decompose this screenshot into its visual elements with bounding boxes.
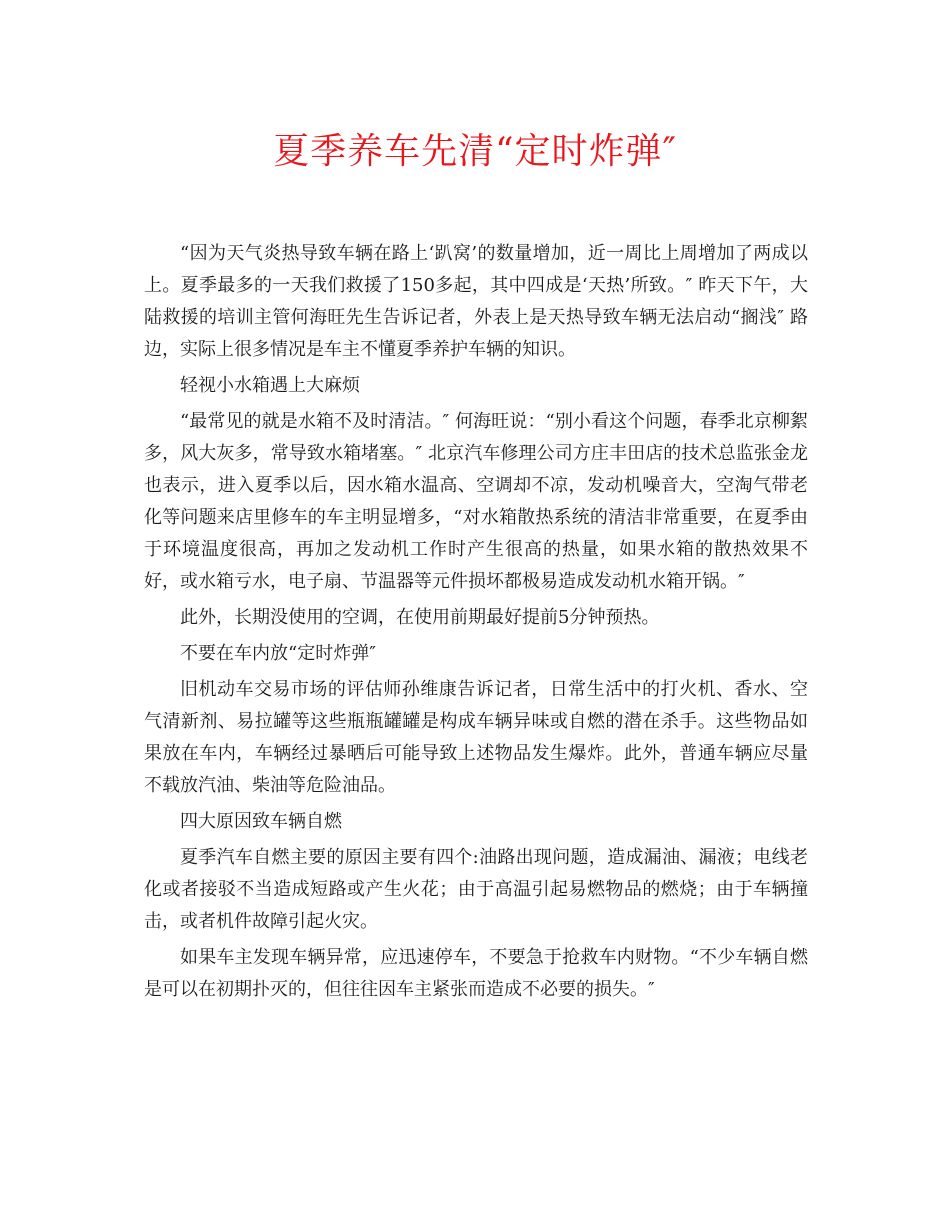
document-title: 夏季养车先清“定时炸弹″ [273, 131, 677, 172]
paragraph-intro: “因为天气炎热导致车辆在路上‘趴窝’的数量增加，近一周比上周增加了两成以上。夏季最多的一天我们救援了150多起，其中四成是‘天热’所致。″ 昨天下午，大陆救援的培训主管何海旺先生告诉记者，外表上是天热导致车辆无法启动“搁浅″ 路边，实际上很多情况是车主不懂夏季养护车辆的知识。 [144, 243, 808, 360]
section-heading-time-bomb: 不要在车内放“定时炸弹″ [180, 643, 376, 664]
section-heading-self-ignition: 四大原因致车辆自燃 [180, 811, 342, 832]
paragraph-advice: 如果车主发现车辆异常，应迅速停车，不要急于抢救车内财物。“不少车辆自燃是可以在初期扑灭的，但往往因车主紧张而造成不必要的损失。″ [144, 947, 808, 1000]
paragraph-time-bomb: 旧机动车交易市场的评估师孙维康告诉记者，日常生活中的打火机、香水、空气清新剂、易拉罐等这些瓶瓶罐罐是构成车辆异味或自燃的潜在杀手。这些物品如果放在车内，车辆经过暴晒后可能导致上述物品发生爆炸。此外，普通车辆应尽量不载放汽油、柴油等危险油品。 [144, 679, 808, 796]
paragraph-aircon: 此外，长期没使用的空调，在使用前期最好提前5分钟预热。 [180, 607, 660, 628]
section-heading-radiator: 轻视小水箱遇上大麻烦 [180, 375, 360, 396]
paragraph-self-ignition: 夏季汽车自燃主要的原因主要有四个:油路出现问题，造成漏油、漏液；电线老化或者接驳不当造成短路或产生火花；由于高温引起易燃物品的燃烧；由于车辆撞击，或者机件故障引起火灾。 [144, 847, 808, 932]
document-body [144, 238, 808, 1010]
paragraph-radiator: “最常见的就是水箱不及时清洁。″ 何海旺说：“别小看这个问题，春季北京柳絮多，风大灰多，常导致水箱堵塞。″ 北京汽车修理公司方庄丰田店的技术总监张金龙也表示，进入夏季以后，因水箱水温高、空调却不凉，发动机噪音大，空淘气带老化等问题来店里修车的车主明显增多，“对水箱散热系统的清洁非常重要，在夏季由于环境温度很高，再加之发动机工作时产生很高的热量，如果水箱的散热效果不好，或水箱亏水，电子扇、节温器等元件损坏都极易造成发动机水箱开锅。″ [144, 411, 808, 592]
